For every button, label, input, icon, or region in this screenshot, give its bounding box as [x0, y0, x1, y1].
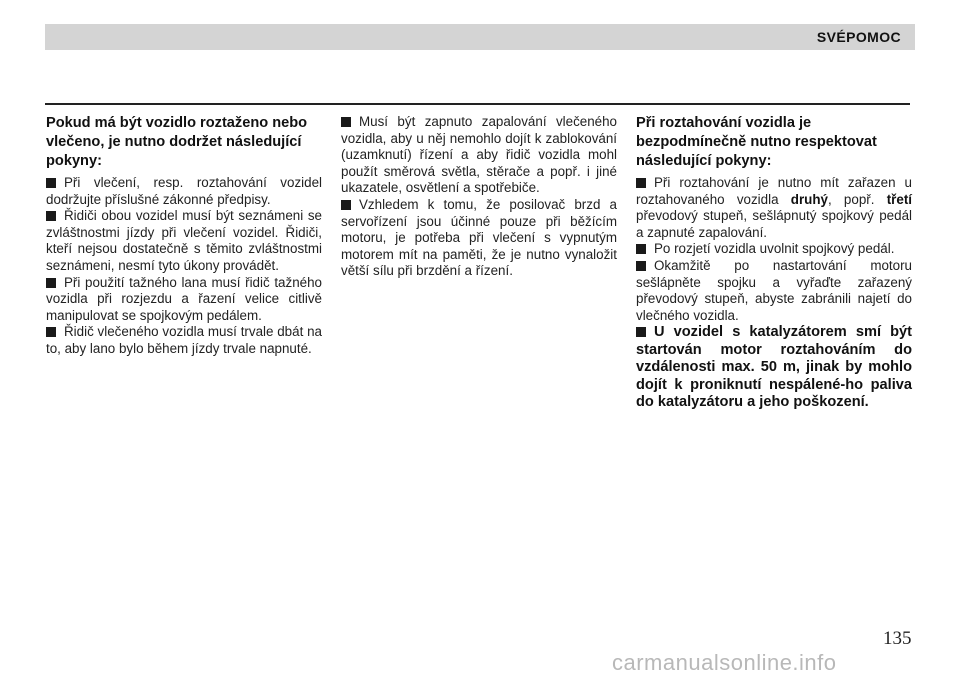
- bullet-icon: [636, 178, 646, 188]
- tow-start-heading: Při roztahování vozidla je bezpodmínečně nutno respektovat následující pokyny:: [636, 115, 877, 169]
- column-middle: [341, 114, 617, 280]
- bullet-icon: [636, 244, 646, 254]
- paragraph: Vzhledem k tomu, že posilovač brzd a servořízení jsou účinné pouze při běžícím motoru, je potřeba při vlečení s vypnutým motorem mít na paměti, že je nutno vynaložit větší sílu při brzdění a řízení.: [341, 196, 617, 279]
- section-title: SVÉPOMOC: [816, 29, 901, 45]
- page-number: 135: [883, 628, 912, 649]
- catalyst-warning: U vozidel s katalyzátorem smí být startován motor roztahováním do vzdálenosti max. 50 m, jinak by mohlo dojít k proniknutí nespálené-ho paliva do katalyzátoru a jeho poškození.: [636, 324, 912, 411]
- paragraph: Řidič vlečeného vozidla musí trvale dbát na to, aby lano bylo během jízdy trvale napnuté.: [46, 324, 322, 356]
- bullet-icon: [46, 178, 56, 188]
- paragraph: Při roztahování je nutno mít zařazen u roztahovaného vozidla druhý, popř. třetí převodový stupeň, sešlápnutý spojkový pedál a zapnuté zapalování.: [636, 175, 913, 240]
- paragraph: Při použití tažného lana musí řidič tažného vozidla při rozjezdu a řazení velice citlivě manipulovat se spojkovým pedálem.: [46, 274, 322, 323]
- column-right: [636, 114, 912, 412]
- emphasis: třetí: [886, 191, 913, 207]
- emphasis: druhý: [790, 191, 828, 207]
- towing-heading: Pokud má být vozidlo roztaženo nebo vlečeno, je nutno dodržet následující pokyny:: [46, 115, 308, 169]
- bullet-icon: [341, 117, 351, 127]
- paragraph: Po rozjetí vozidla uvolnit spojkový pedál.: [636, 241, 912, 258]
- paragraph: Řidiči obou vozidel musí být seznámeni se zvláštnostmi jízdy při vlečení vozidel. Řidiči, kteří nejsou dostatečně s těmito zvláštnostmi seznámeni, nesmí tyto úkony provádět.: [46, 208, 322, 273]
- bullet-icon: [46, 327, 56, 337]
- horizontal-rule: [45, 103, 910, 105]
- bullet-icon: [636, 327, 646, 337]
- bullet-icon: [636, 261, 646, 271]
- bullet-icon: [46, 211, 56, 221]
- bullet-icon: [46, 278, 56, 288]
- paragraph: Okamžitě po nastartování motoru sešlápněte spojku a vyřaďte zařazený převodový stupeň, abyste zabránili najetí do vlečného vozidla.: [636, 257, 912, 323]
- paragraph: Musí být zapnuto zapalování vlečeného vozidla, aby u něj nemohlo dojít k zablokování (uzamknutí) řízení a aby řidič vozidla mohl použít směrová světla, stěrače a popř. i jiné ukazatele, osvětlení a spotřebiče.: [341, 114, 617, 196]
- column-left: [46, 114, 322, 358]
- bullet-icon: [341, 200, 351, 210]
- watermark: carmanualsonline.info: [612, 650, 837, 675]
- paragraph: Při vlečení, resp. roztahování vozidel dodržujte příslušné zákonné předpisy.: [46, 175, 322, 207]
- header-bar: [45, 24, 915, 50]
